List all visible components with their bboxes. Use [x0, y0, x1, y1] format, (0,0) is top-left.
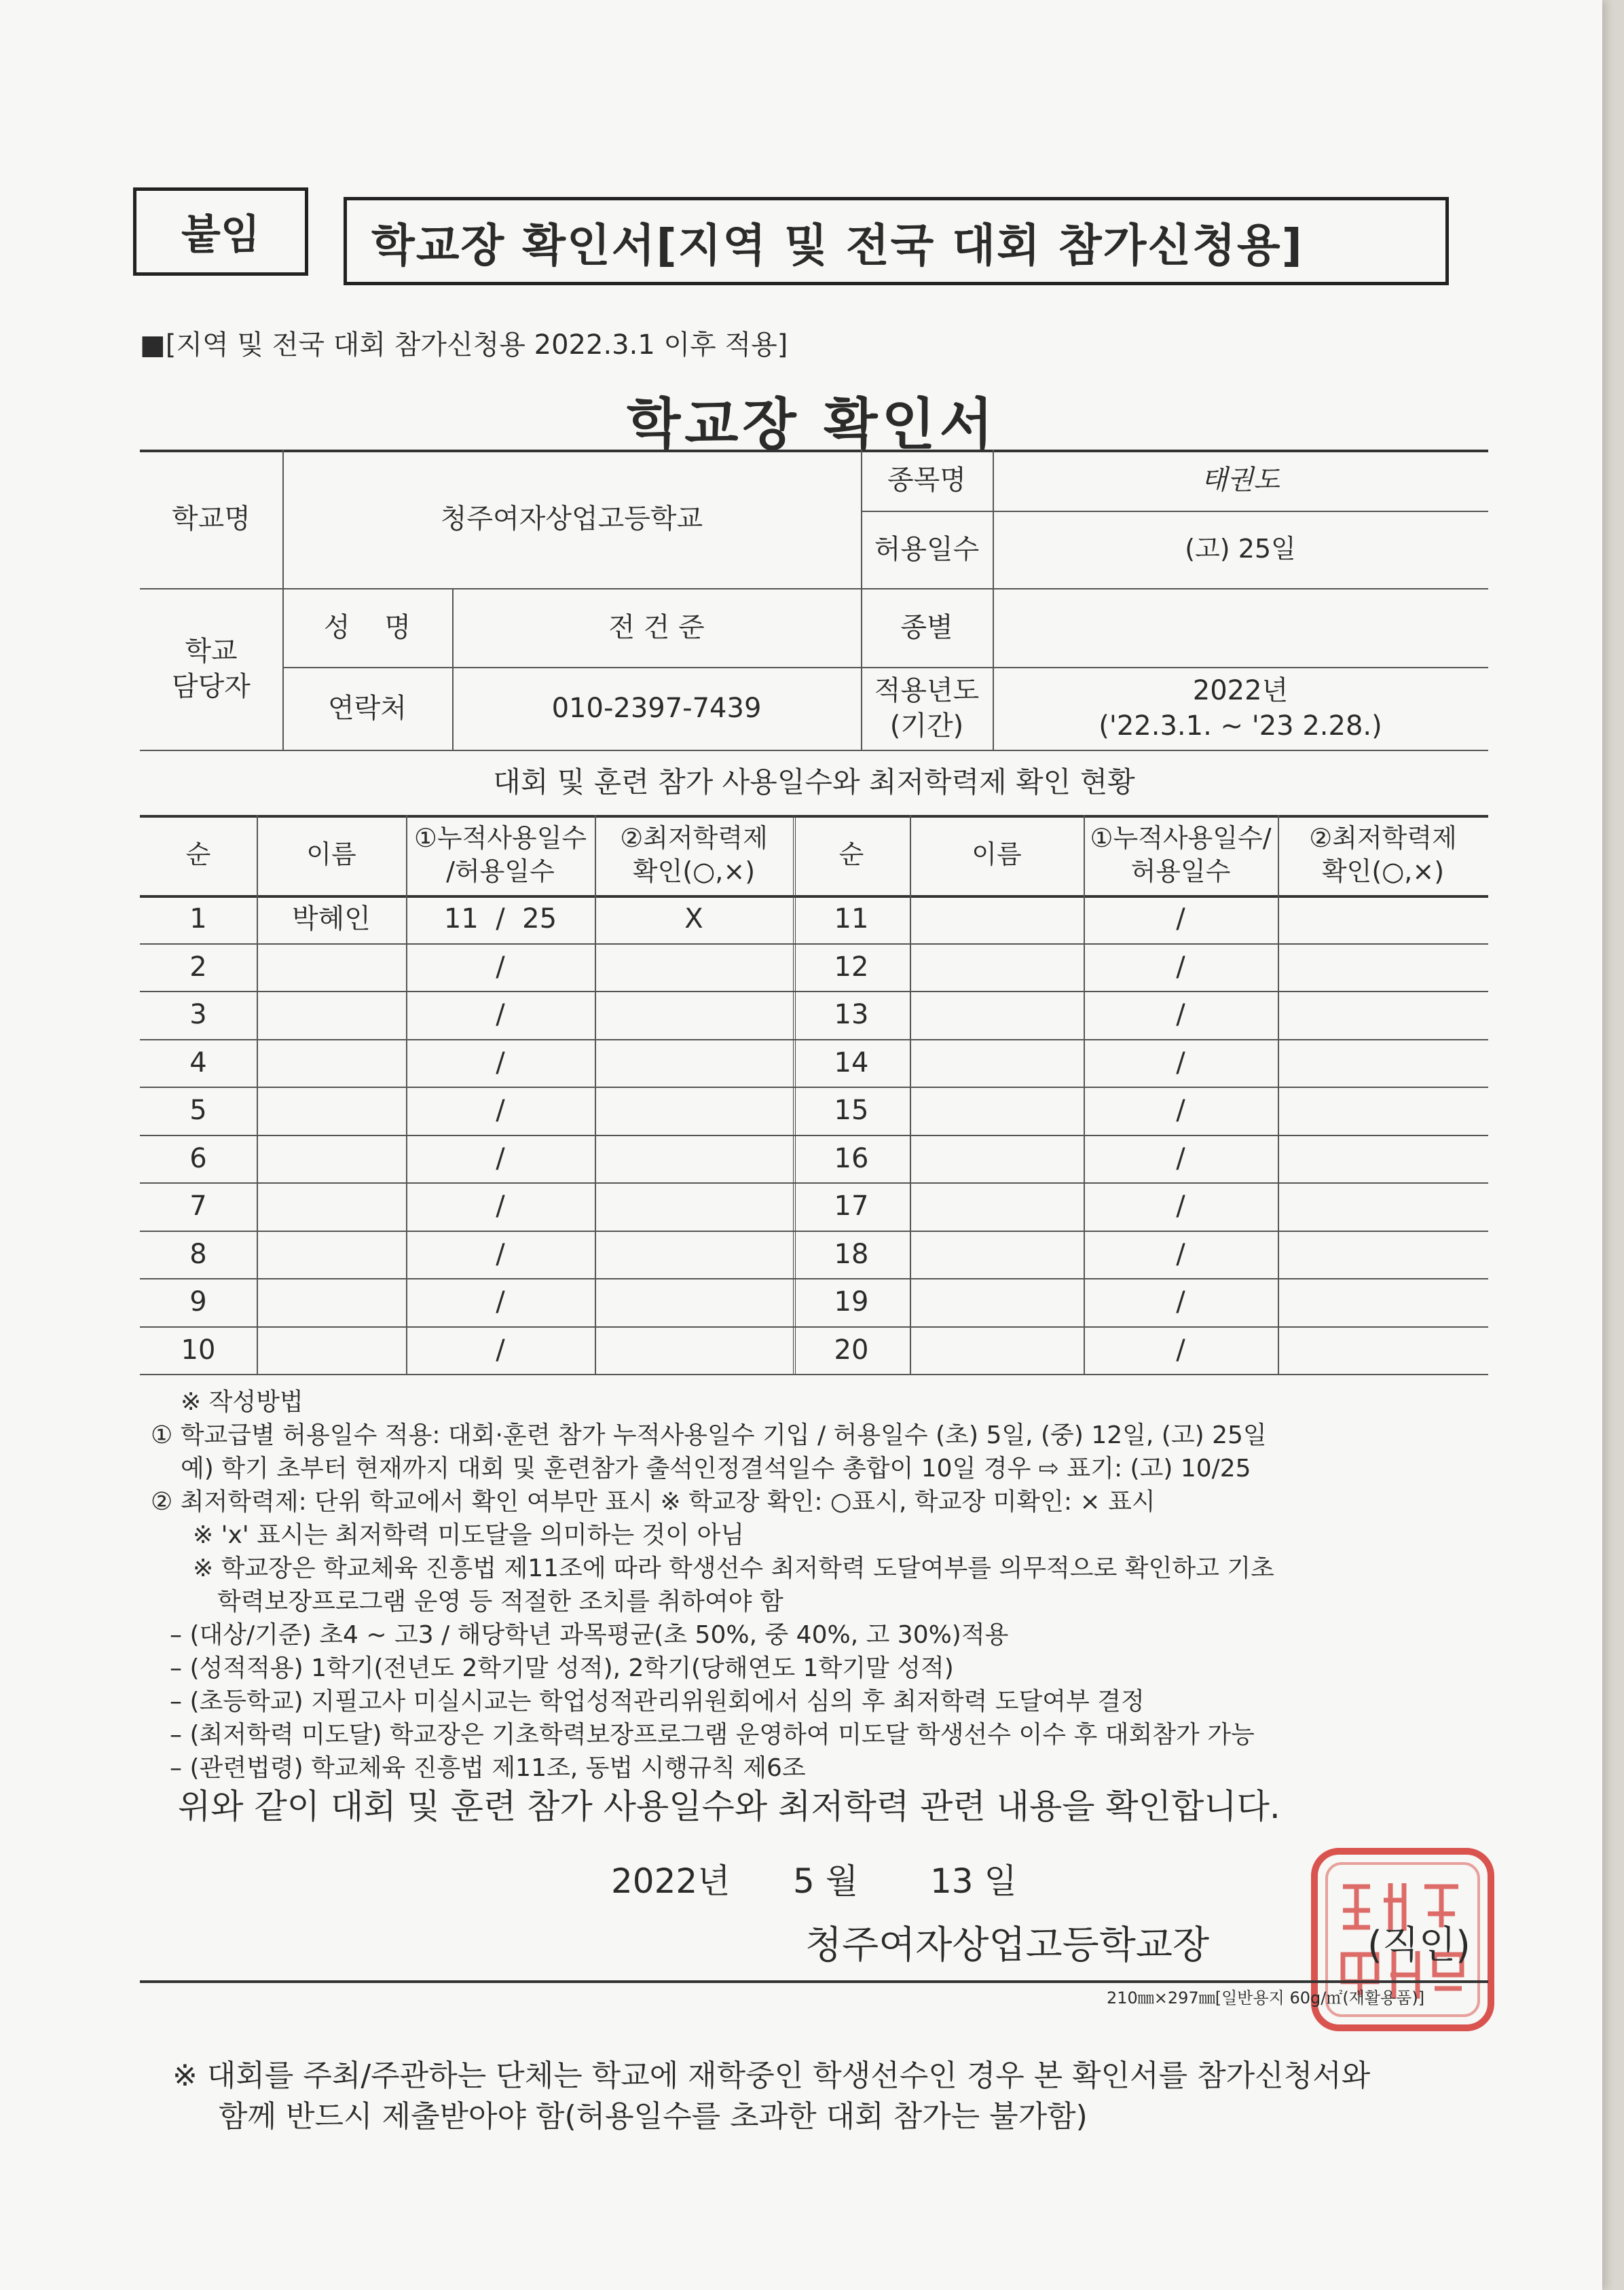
instruction-line: – (대상/기준) 초4 ~ 고3 / 해당학년 과목평균(초 50%, 중 40%, 고 30%)적용	[170, 1621, 1009, 1649]
contact-label: 연락처	[328, 693, 407, 724]
instruction-line: – (관련법령) 학교체육 진흥법 제11조, 동법 시행규칙 제6조	[170, 1754, 806, 1782]
table-cell	[257, 1231, 406, 1279]
table-cell: /	[1176, 1286, 1185, 1318]
table-cell	[257, 1278, 406, 1326]
school-label: 학교명	[172, 503, 251, 534]
table-cell: 9	[189, 1286, 207, 1318]
table-cell: /	[1176, 1047, 1185, 1078]
instruction-line: ※ 'x' 표시는 최저학력 미도달을 의미하는 것이 아님	[193, 1521, 745, 1549]
table-cell	[1278, 1182, 1488, 1231]
name-label: 성 명	[323, 612, 411, 643]
type-label: 종별	[900, 612, 953, 643]
date-year: 2022년	[611, 1861, 731, 1901]
instruction-line: – (초등학교) 지필고사 미실시교는 학업성적관리위원회에서 심의 후 최저학력 도달여부 결정	[170, 1688, 1145, 1715]
table-cell: 18	[834, 1238, 869, 1270]
principal-signature: 청주여자상업고등학교장	[805, 1923, 1210, 1967]
table-cell	[910, 943, 1084, 992]
confirmation-statement: 위와 같이 대회 및 훈련 참가 사용일수와 최저학력 관련 내용을 확인합니다.	[178, 1787, 1280, 1826]
table-cell: /	[496, 1191, 505, 1222]
table-cell	[257, 1326, 406, 1375]
table-header: 이름	[306, 839, 356, 870]
table-cell	[595, 1087, 793, 1135]
footer-note-line-2: 함께 반드시 제출받아야 함(허용일수를 초과한 대회 참가는 불가함)	[219, 2099, 1088, 2134]
table-cell: 11 / 25	[443, 903, 557, 935]
table-cell: 12	[834, 951, 869, 983]
table-cell: /	[1176, 951, 1185, 983]
table-cell: /	[1176, 1142, 1185, 1174]
table-cell: /	[1176, 1191, 1185, 1222]
table-cell: 17	[834, 1191, 869, 1222]
table-cell	[1278, 1231, 1488, 1279]
table-cell: 7	[189, 1191, 207, 1222]
table-cell	[595, 943, 793, 992]
table-cell	[1278, 991, 1488, 1039]
event-value: 태권도	[1201, 465, 1280, 496]
table-cell: X	[684, 903, 703, 935]
table-cell: 20	[834, 1334, 869, 1366]
manager-label: 학교 담당자	[172, 636, 251, 702]
table-cell: /	[496, 1286, 505, 1318]
table-cell	[1278, 1326, 1488, 1375]
table-cell	[910, 1278, 1084, 1326]
table-cell: 16	[834, 1142, 869, 1174]
table-cell	[595, 1278, 793, 1326]
table-cell	[257, 1135, 406, 1183]
table-cell: 6	[189, 1142, 207, 1174]
table-cell	[910, 895, 1084, 943]
date-month: 5 월	[793, 1861, 859, 1901]
paper-spec: 210㎜×297㎜[일반용지 60g/㎡(재활용품)]	[1107, 1988, 1425, 2007]
table-cell	[1278, 1087, 1488, 1135]
table-cell: /	[496, 1334, 505, 1366]
table-cell: 2	[189, 951, 207, 983]
table-cell: /	[1176, 999, 1185, 1031]
instruction-line: ① 학교급별 허용일수 적용: 대회·훈련 참가 누적사용일수 기입 / 허용일수 (초) 5일, (중) 12일, (고) 25일	[151, 1421, 1267, 1449]
table-cell	[595, 1231, 793, 1279]
allowed-days-label: 허용일수	[874, 534, 980, 565]
table-cell: 1	[189, 903, 207, 935]
table-header: 이름	[972, 839, 1022, 870]
table-cell: 5	[189, 1095, 207, 1127]
table-cell: 4	[189, 1047, 207, 1078]
table-cell: 19	[834, 1286, 869, 1318]
table-cell: /	[496, 951, 505, 983]
instruction-line: 예) 학기 초부터 현재까지 대회 및 훈련참가 출석인정결석일수 총합이 10일 경우 ⇨ 표기: (고) 10/25	[181, 1455, 1251, 1483]
year-value: 2022년 ('22.3.1. ~ '23 2.28.)	[1099, 675, 1382, 742]
event-label: 종목명	[887, 465, 966, 496]
table-cell	[1278, 1039, 1488, 1087]
table-cell	[595, 1182, 793, 1231]
table-cell: /	[496, 1095, 505, 1127]
status-section-title: 대회 및 훈련 참가 사용일수와 최저학력제 확인 현황	[493, 765, 1135, 799]
table-header: ②최저학력제 확인(○,×)	[620, 822, 768, 886]
date-day: 13 일	[930, 1861, 1017, 1901]
table-cell	[910, 1231, 1084, 1279]
table-cell	[910, 1087, 1084, 1135]
table-cell: 13	[834, 999, 869, 1031]
table-row-line	[140, 1374, 1488, 1375]
form-title-box: 학교장 확인서[지역 및 전국 대회 참가신청용]	[344, 197, 1449, 285]
table-cell: /	[496, 1142, 505, 1174]
table-cell	[1278, 895, 1488, 943]
type-value	[993, 588, 1488, 667]
table-cell	[595, 1039, 793, 1087]
table-cell: /	[1176, 1095, 1185, 1127]
table-cell: 11	[834, 903, 869, 935]
table-header: ①누적사용일수 /허용일수	[413, 822, 587, 886]
contact-value: 010-2397-7439	[551, 693, 762, 724]
table-cell	[910, 1039, 1084, 1087]
table-cell	[257, 1087, 406, 1135]
footer-note-line-1: ※ 대회를 주최/주관하는 단체는 학교에 재학중인 학생선수인 경우 본 확인서를 참가신청서와	[172, 2058, 1371, 2093]
table-header: ①누적사용일수/ 허용일수	[1090, 822, 1272, 886]
table-cell	[910, 1182, 1084, 1231]
signature-divider	[140, 1980, 1488, 1983]
table-cell: 15	[834, 1095, 869, 1127]
allowed-days-value: (고) 25일	[1185, 534, 1296, 564]
applicability-notice: ■[지역 및 전국 대회 참가신청용 2022.3.1 이후 적용]	[140, 329, 788, 361]
table-cell	[1278, 1278, 1488, 1326]
table-cell: 8	[189, 1238, 207, 1270]
table-cell	[257, 991, 406, 1039]
instruction-line: – (최저학력 미도달) 학교장은 기초학력보장프로그램 운영하여 미도달 학생선수 이수 후 대회참가 가능	[170, 1721, 1255, 1749]
table-cell	[1278, 1135, 1488, 1183]
table-cell: /	[496, 1238, 505, 1270]
table-cell	[257, 943, 406, 992]
table-cell: /	[1176, 1334, 1185, 1366]
table-cell	[910, 1135, 1084, 1183]
table-cell	[910, 1326, 1084, 1375]
table-cell: /	[1176, 903, 1185, 935]
seal-label: (직인)	[1367, 1923, 1471, 1967]
table-cell	[595, 1135, 793, 1183]
table-cell: /	[496, 1047, 505, 1078]
table-cell	[595, 991, 793, 1039]
table-header: 순	[838, 839, 864, 870]
table-cell	[1278, 943, 1488, 992]
instruction-line: ② 최저학력제: 단위 학교에서 확인 여부만 표시 ※ 학교장 확인: ○표시, 학교장 미확인: × 표시	[151, 1488, 1156, 1516]
school-name: 청주여자상업고등학교	[440, 503, 703, 534]
attachment-tag: 붙임	[133, 187, 308, 276]
table-cell: 박혜인	[292, 903, 371, 935]
table-cell	[257, 1182, 406, 1231]
table-cell: 14	[834, 1047, 869, 1078]
table-cell	[257, 1039, 406, 1087]
table-cell: 10	[181, 1334, 216, 1366]
instruction-line: ※ 학교장은 학교체육 진흥법 제11조에 따라 학생선수 최저학력 도달여부를 의무적으로 확인하고 기초	[193, 1555, 1274, 1582]
instruction-line: ※ 작성방법	[181, 1388, 303, 1416]
year-label: 적용년도 (기간)	[874, 675, 980, 742]
instruction-line: – (성적적용) 1학기(전년도 2학기말 성적), 2학기(당해연도 1학기말 성적)	[170, 1654, 954, 1682]
table-cell	[910, 991, 1084, 1039]
table-cell: 3	[189, 999, 207, 1031]
instruction-line: 학력보장프로그램 운영 등 적절한 조치를 취하여야 함	[217, 1588, 783, 1616]
table-cell: /	[1176, 1238, 1185, 1270]
table-cell: /	[496, 999, 505, 1031]
document-title: 학교장 확인서	[627, 393, 997, 457]
table-header: 순	[185, 839, 211, 870]
manager-name: 전 건 준	[608, 612, 705, 643]
table-header: ②최저학력제 확인(○,×)	[1309, 822, 1457, 886]
table-cell	[595, 1326, 793, 1375]
